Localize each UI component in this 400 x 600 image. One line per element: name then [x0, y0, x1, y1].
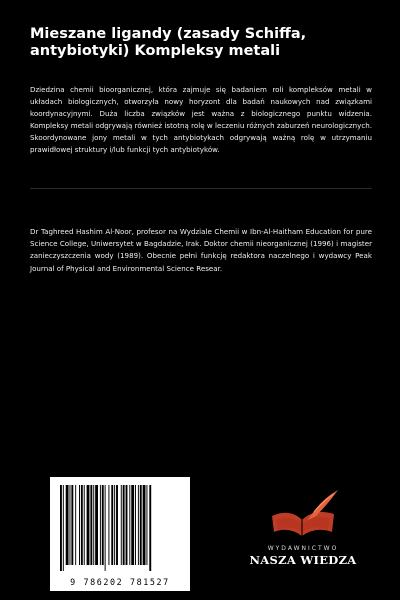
barcode-bar [87, 485, 90, 565]
barcode-bar [116, 485, 118, 565]
barcode-bar [105, 485, 106, 571]
barcode-bar [143, 485, 146, 565]
barcode-bar [60, 485, 62, 571]
barcode-bar [81, 485, 83, 565]
author-bio: Dr Taghreed Hashim Al-Noor, profesor na Wydziale Chemii w Ibn-Al-Haitham Education for pure Science College, Uniwersytet w Bagdadzie, Irak. Doktor chemii nieorganicznej (1996) i magister zanieczyszczenia wody (1989). Obecnie pełni funkcję redaktora naczelnego i wydawcy Peak Journal of Physical and Environmental Science Resear. [30, 227, 372, 273]
barcode-bar [63, 485, 64, 571]
barcode-bar [108, 485, 109, 565]
book-description: Dziedzina chemii bioorganicznej, która zajmuje się badaniem roli kompleksów metali w układach biologicznych, otworzyła nowy horyzont dla badań naukowych nad związkami koordynacyjnymi. Duża liczba związków jest ważna z biologicznego punktu widzenia. Kompleksy metali odgrywają również istotną rolę w leczeniu różnych zaburzeń neurologicznych. Skoordynowane jony metali w tych antybiotykach odgrywają ważną rolę w utrzymaniu prawidłowej struktury i/lub funkcji tych antybiotyków. [30, 85, 372, 155]
barcode-bar [129, 485, 130, 565]
barcode-bar [75, 485, 76, 565]
barcode-bar [100, 485, 101, 565]
barcode-bar [84, 485, 85, 565]
barcode-bar [146, 485, 147, 565]
barcode-bar [95, 485, 98, 565]
barcode-bar [121, 485, 122, 565]
barcode-bar [149, 485, 151, 571]
publisher-name: NASZA WIEDZA [249, 553, 357, 567]
barcode-bar [102, 485, 104, 565]
publisher-logo-icon [258, 486, 348, 542]
barcode-bar [140, 485, 142, 565]
isbn-number: 9 786202 781527 [70, 577, 170, 587]
book-title: Mieszane ligandy (zasady Schiffa, antybiotyki) Kompleksy metali [30, 26, 307, 59]
barcode-bar [114, 485, 115, 565]
publisher-label: WYDAWNICTWO [267, 545, 339, 552]
barcode-bar [71, 485, 73, 565]
barcode-bar [90, 485, 92, 565]
barcode-bar [111, 485, 113, 565]
barcode-bars [58, 485, 182, 573]
barcode-bar [70, 485, 71, 565]
barcode-bar [79, 485, 80, 565]
barcode-bar [131, 485, 134, 565]
barcode-bar [138, 485, 139, 565]
barcode-bar [93, 485, 94, 565]
barcode-bar [126, 485, 128, 565]
isbn-barcode [50, 477, 190, 591]
barcode-bar [123, 485, 125, 565]
barcode-bar [66, 485, 69, 565]
barcode-bar [135, 485, 136, 565]
section-divider [30, 188, 372, 189]
